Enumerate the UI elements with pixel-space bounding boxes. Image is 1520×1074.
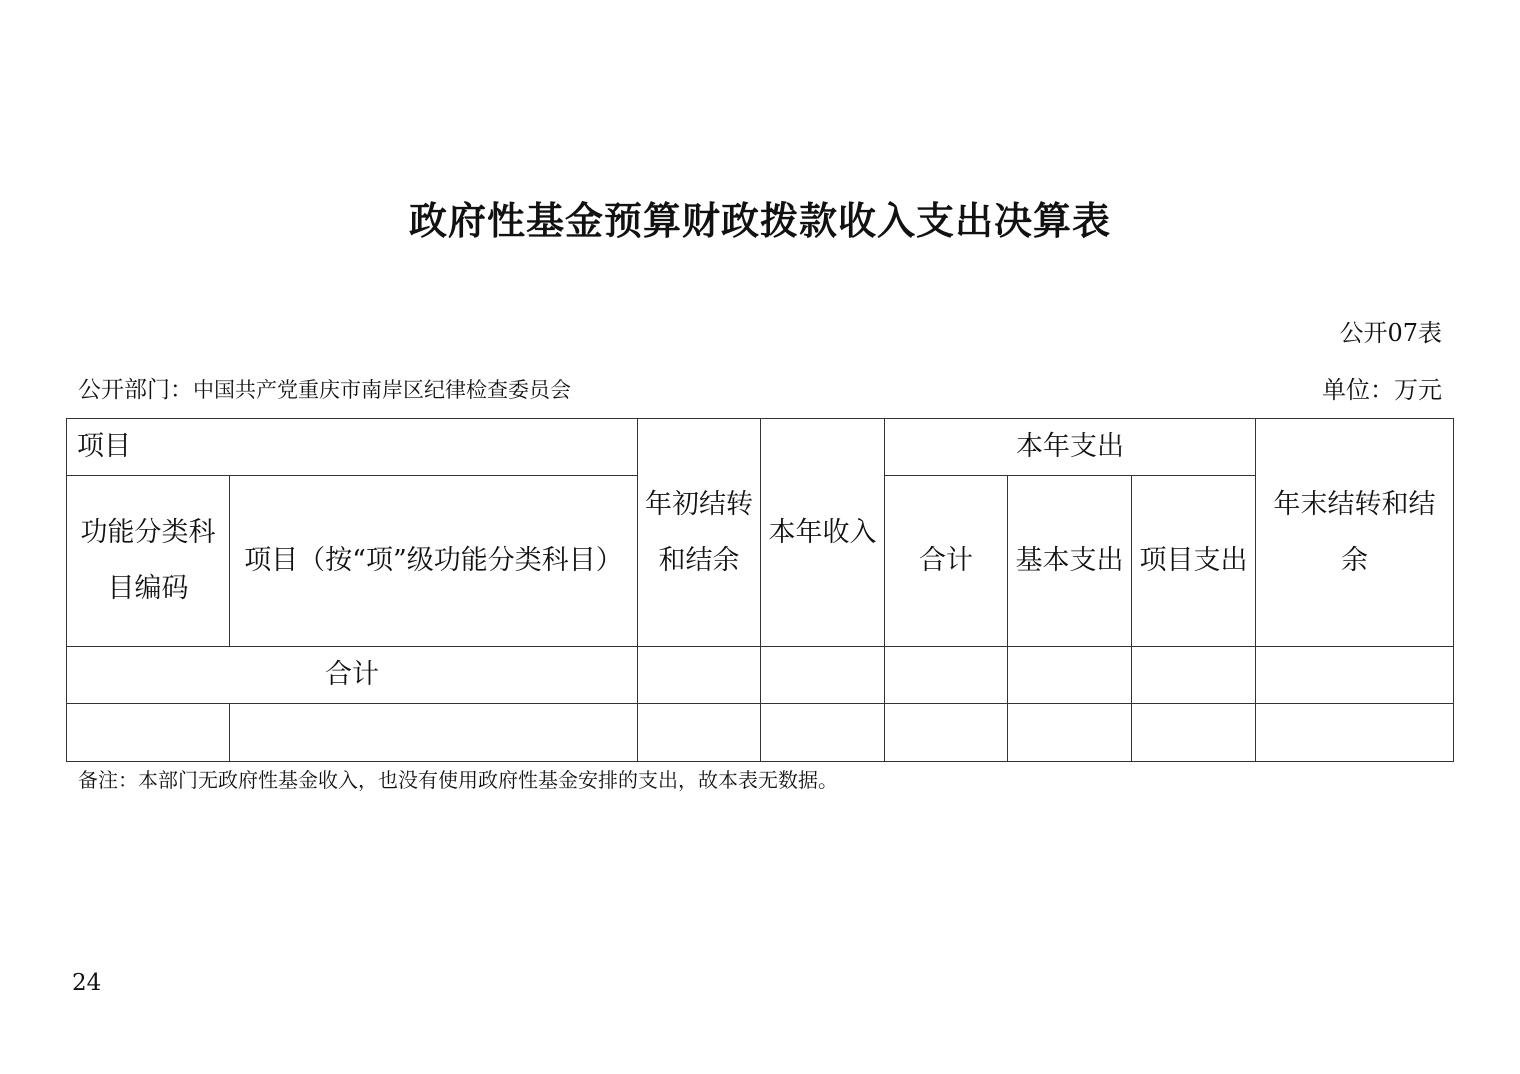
- department: [78, 375, 571, 405]
- item-header: 项目: [67, 419, 638, 476]
- total-basic-cell: [1008, 647, 1132, 704]
- income-header: 本年收入: [761, 419, 885, 647]
- total-project-cell: [1132, 647, 1256, 704]
- total-label: 合计: [67, 647, 638, 704]
- empty-start-balance-cell: [638, 704, 761, 762]
- empty-basic-cell: [1008, 704, 1132, 762]
- page-number: 24: [72, 970, 102, 996]
- footnote: 备注：本部门无政府性基金收入，也没有使用政府性基金安排的支出，故本表无数据。: [78, 768, 838, 792]
- end-balance-header: 年末结转和结余: [1256, 419, 1454, 647]
- expense-project-header: 项目支出: [1132, 476, 1256, 647]
- empty-code-cell: [67, 704, 230, 762]
- total-start-balance-cell: [638, 647, 761, 704]
- empty-project-cell: [1132, 704, 1256, 762]
- page-title: 政府性基金预算财政拨款收入支出决算表: [408, 199, 1111, 243]
- table-row: [67, 704, 1454, 762]
- expense-basic-header: 基本支出: [1008, 476, 1132, 647]
- department-label: 公开部门：: [78, 377, 193, 403]
- expense-group-header: 本年支出: [885, 419, 1256, 476]
- total-income-cell: [761, 647, 885, 704]
- form-number: 公开07表: [1339, 319, 1442, 347]
- empty-expense-cell: [885, 704, 1008, 762]
- empty-income-cell: [761, 704, 885, 762]
- start-balance-header: 年初结转和结余: [638, 419, 761, 647]
- unit-label: 单位：万元: [1322, 376, 1442, 404]
- name-header: 项目（按“项”级功能分类科目）: [230, 476, 638, 647]
- empty-name-cell: [230, 704, 638, 762]
- code-header: 功能分类科目编码: [67, 476, 230, 647]
- header-row-1: [67, 419, 1454, 476]
- total-expense-cell: [885, 647, 1008, 704]
- budget-table: [66, 418, 1454, 762]
- expense-total-header: 合计: [885, 476, 1008, 647]
- department-value: 中国共产党重庆市南岸区纪律检查委员会: [193, 378, 571, 402]
- empty-end-balance-cell: [1256, 704, 1454, 762]
- total-end-balance-cell: [1256, 647, 1454, 704]
- total-row: [67, 647, 1454, 704]
